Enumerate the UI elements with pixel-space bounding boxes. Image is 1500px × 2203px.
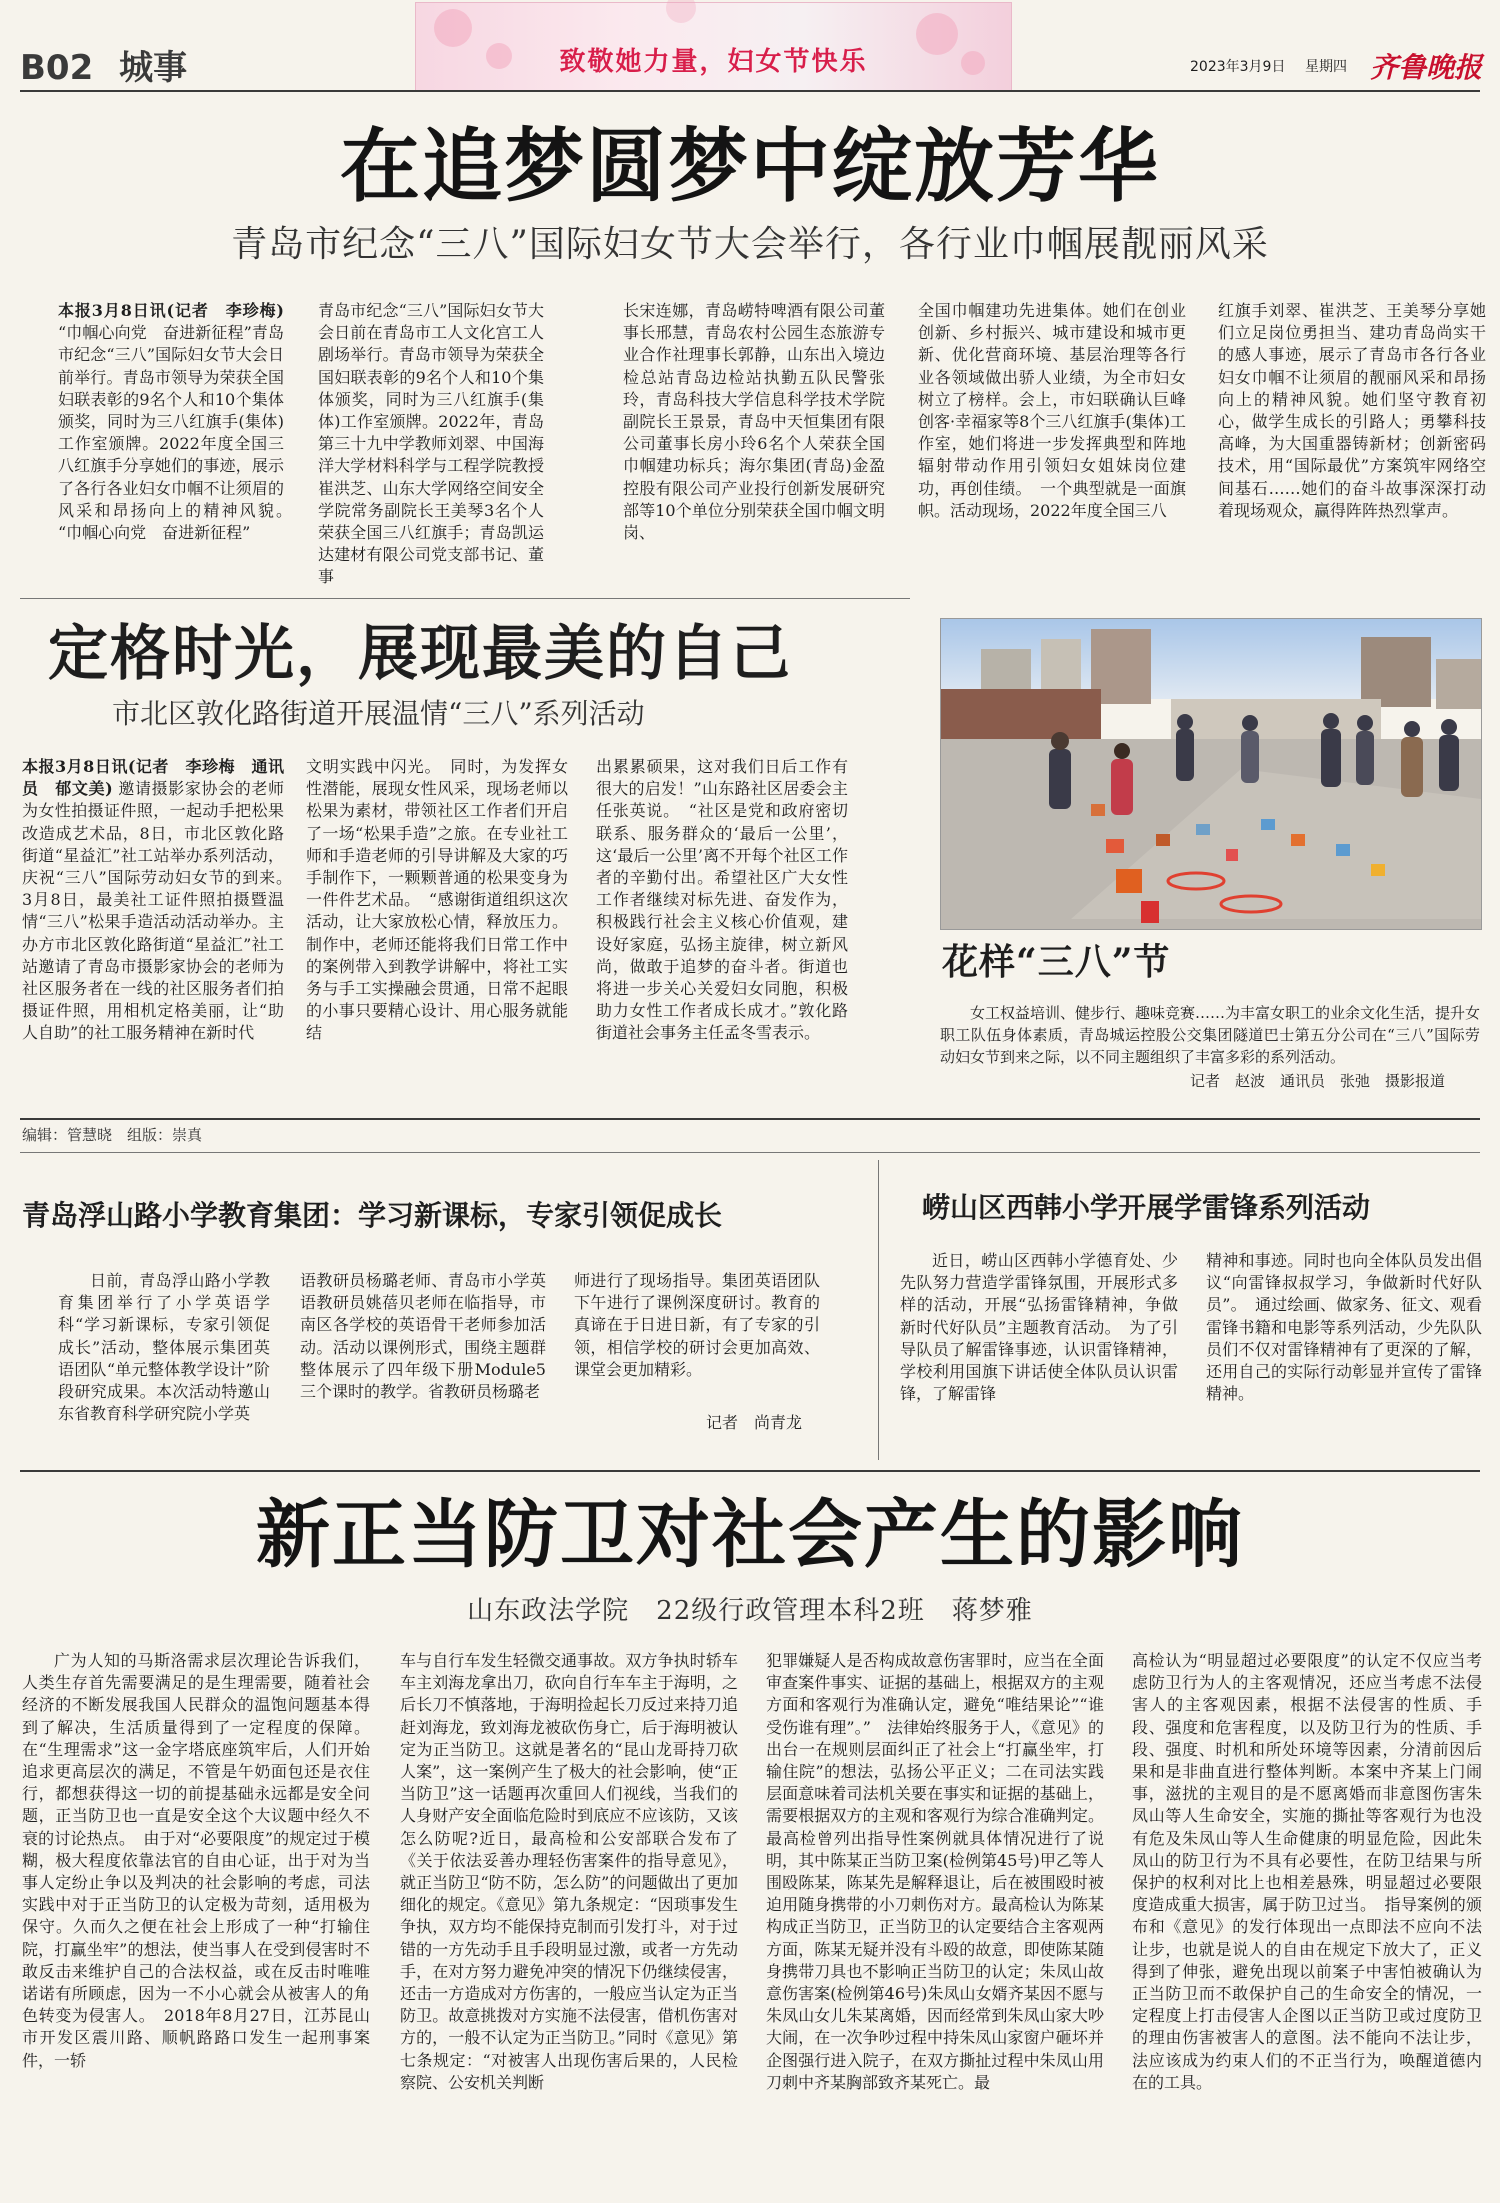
- article5-byline: 山东政法学院 22级行政管理本科2班 蒋梦雅: [467, 1596, 1033, 1626]
- divider: [20, 1470, 1480, 1472]
- article3-title: 青岛浮山路小学教育集团：学习新课标，专家引领促成长: [22, 1199, 723, 1232]
- page-number: B02: [20, 48, 94, 88]
- article1-title: 在追梦圆梦中绽放芳华: [340, 119, 1160, 213]
- newspaper-logo: 齐鲁晚报: [1370, 51, 1483, 84]
- article1-column-3: 长宋连娜，青岛崂特啤酒有限公司董事长邢慧，青岛农村公园生态旅游专业合作社理事长郭静，山东出入境边检总站青岛边检站执勤五队民警张玲，青岛科技大学信息科学技术学院副院长王景景，青岛中天恒集团有限公司董事长房小玲6名个人荣获全国巾帼建功标兵；海尔集团(青岛)金盈控股有限公司产业投行创新发展研究部等10个单位分别荣获全国巾帼文明岗、: [623, 301, 885, 543]
- article2-text-1: 邀请摄影家协会的老师为女性拍摄证件照，一起动手把松果改造成艺术品，8日，市北区敦化路街道“星益汇”社工站举办系列活动，庆祝“三八”国际劳动妇女节的到来。 3月8日，最美社工证件照拍摄暨温情“三八”松果手造活动活动举办。主办方市北区敦化路街道“星益汇”社工站邀请了青岛市摄影家协会的老师为社区服务者在一线的社区服务者们拍摄证件照，用相机定格美丽，让“助人自助”的社工服务精神在新时代: [22, 779, 301, 1043]
- page-section-label: [20, 40, 187, 89]
- article4-column-2: 精神和事迹。同时也向全体队员发出倡议“向雷锋叔叔学习，争做新时代好队员”。 通过绘画、做家务、征文、观看雷锋书籍和电影等系列活动，少先队队员们不仅对雷锋精神有了更深的了解，还用自己的实际行动彰显并宣传了雷锋精神。: [1206, 1251, 1482, 1404]
- article2-lead: 本报3月8日讯(记者 李珍梅 通讯员 郁文美): [22, 757, 284, 799]
- article1-subtitle: 青岛市纪念“三八”国际妇女节大会举行，各行业巾帼展靓丽风采: [231, 224, 1269, 265]
- photo-womens-day-games: [940, 618, 1482, 930]
- article2-title: 定格时光，展现最美的自己: [48, 619, 792, 689]
- article4-title: 崂山区西韩小学开展学雷锋系列活动: [922, 1191, 1371, 1224]
- article5-column-4: 高检认为“明显超过必要限度”的认定不仅应当考虑防卫行为人的主客观情况，还应当考虑不法侵害人的主客观因素，根据不法侵害的性质、手段、强度和危害程度，以及防卫行为的性质、手段、强度、时机和所处环境等因素，分清前因后果和是非曲直进行整体判断。本案中齐某上门闹事，滋扰的主观目的是不愿离婚而非意图伤害朱凤山等人生命安全，实施的撕扯等客观行为也没有危及朱凤山等人生命健康的明显危险，因此朱凤山的防卫行为不具有必要性，在防卫结果与所保护的权利对比上也相差悬殊，明显超过必要限度造成重大损害，属于防卫过当。 指导案例的颁布和《意见》的发行体现出一点即法不应向不法让步，也就是说人的自由在规定下放大了，正义得到了伸张，避免出现以前案子中害怕被确认为正当防卫而不敢保护自己的生命安全的情况，一定程度上打击侵害人企图以正当防卫或过度防卫的理由伤害被害人的意图。法不能向不法让步，法应该成为约束人们的不正当行为，唤醒道德内在的工具。: [1132, 1651, 1482, 2092]
- divider: [20, 1118, 1480, 1120]
- article3-credit: 记者 尚青龙: [706, 1413, 803, 1432]
- article1-text-1: “巾帼心向党 奋进新征程”青岛市纪念“三八”国际妇女节大会日前举行。青岛市领导为荣获全国妇联表彰的9名个人和10个集体颁奖，同时为三八红旗手(集体)工作室颁牌。2022年度全国三八红旗手分享她们的事迹，展示了各行各业妇女巾帼不让须眉的风采和昂扬向上的精神风貌。 “巾帼心向党 奋进新征程”: [58, 323, 301, 543]
- photo-story-caption: 女工权益培训、健步行、趣味竞赛……为丰富女职工的业余文化生活，提升女职工队伍身体素质，青岛城运控股公交集团隧道巴士第五分公司在“三八”国际劳动妇女节到来之际，以不同主题组织了丰富多彩的系列活动。: [940, 1004, 1481, 1066]
- article2-column-2: 文明实践中闪光。 同时，为发挥女性潜能，展现女性风采，现场老师以松果为素材，带领社区工作者们开启了一场“松果手造”之旅。在专业社工师和手造老师的引导讲解及大家的巧手制作下，一颗颗普通的松果变身为一件件艺术品。 “感谢街道组织这次活动，让大家放松心情，释放压力。制作中，老师还能将我们日常工作中的案例带入到教学讲解中，将社工实务与手工实操融会贯通，日常不起眼的小事只要精心设计、用心服务就能结: [306, 757, 568, 1043]
- article5-column-2: 车与自行车发生轻微交通事故。双方争执时轿车车主刘海龙拿出刀，砍向自行车车主于海明，之后长刀不慎落地，于海明捡起长刀反过来持刀追赶刘海龙，致刘海龙被砍伤身亡，后于海明被认定为正当防卫。这就是著名的“昆山龙哥持刀砍人案”，这一案例产生了极大的社会影响，使“正当防卫”这一话题再次重回人们视线，当我们的人身财产安全面临危险时到底应不应该防，又该怎么防呢?近日，最高检和公安部联合发布了《关于依法妥善办理轻伤害案件的指导意见》，就正当防卫“防不防，怎么防”的问题做出了更加细化的规定。《意见》第九条规定：“因琐事发生争执，双方均不能保持克制而引发打斗，对于过错的一方先动手且手段明显过激，或者一方先动手，在对方努力避免冲突的情况下仍继续侵害，还击一方造成对方伤害的，一般应当认定为正当防卫。故意挑拨对方实施不法侵害，借机伤害对方的，一般不认定为正当防卫。”同时《意见》第七条规定：“对被害人出现伤害后果的，人民检察院、公安机关判断: [400, 1651, 738, 2092]
- article5-column-1: 广为人知的马斯洛需求层次理论告诉我们，人类生存首先需要满足的是生理需要，随着社会经济的不断发展我国人民群众的温饱问题基本得到了解决，生活质量得到了一定程度的保障。在“生理需求”这一金字塔底座筑牢后，人们开始追求更高层次的满足，不管是午奶面包还是衣住行，都想获得这一切的前提基础永远都是安全问题，正当防卫也一直是安全这个大议题中经久不衰的讨论热点。 由于对“必要限度”的规定过于模糊，极大程度依靠法官的自由心证，出于对为当事人定纷止争以及判决的社会影响的考虑，司法实践中对于正当防卫的认定极为苛刻，适用极为保守。久而久之便在社会上形成了一种“打输住院，打赢坐牢”的想法，使当事人在受到侵害时不敢反击来维护自己的合法权益，或在反击时唯唯诺诺有所顾虑，因为一不小心就会从被害人的角色转变为侵害人。 2018年8月27日，江苏昆山市开发区震川路、顺帆路路口发生一起刑事案件，一轿: [22, 1651, 370, 2070]
- article2-column-1: [22, 756, 301, 1094]
- section-name: 城事: [119, 48, 188, 88]
- issue-date: 2023年3月9日: [1190, 59, 1286, 75]
- article3-column-2: 语教研员杨璐老师、青岛市小学英语教研员姚蓓贝老师在临指导，市南区各学校的英语骨干老师参加活动。活动以课例形式，围绕主题群整体展示了四年级下册Module5三个课时的教学。省教研员杨璐老: [300, 1271, 546, 1402]
- banner-text: 致敬她力量，妇女节快乐: [559, 47, 868, 77]
- photo-story-credit: 记者 赵波 通讯员 张弛 摄影报道: [1190, 1072, 1446, 1090]
- issue-weekday: 星期四: [1305, 59, 1347, 75]
- article4-column-1: 近日，崂山区西韩小学德育处、少先队努力营造学雷锋氛围，开展形式多样的活动，开展“弘扬雷锋精神，争做新时代好队员”主题教育活动。 为了引导队员了解雷锋事迹，认识雷锋精神，学校利用国旗下讲话使全体队员认识雷锋，了解雷锋: [900, 1251, 1178, 1404]
- article3-column-1: 日前，青岛浮山路小学教育集团举行了小学英语学科“学习新课标，专家引领促成长”活动，整体展示集团英语团队“单元整体教学设计”阶段研究成果。本次活动特邀山东省教育科学研究院小学英: [58, 1271, 270, 1424]
- photo-story-title: 花样“三八”节: [942, 941, 1171, 983]
- article1-column-1: [58, 300, 301, 564]
- article5-column-3: 犯罪嫌疑人是否构成故意伤害罪时，应当在全面审查案件事实、证据的基础上，根据双方的主观方面和客观行为准确认定，避免“唯结果论”“谁受伤谁有理”。” 法律始终服务于人，《意见》的出台一在规则层面纠正了社会上“打赢坐牢，打输住院”的想法，弘扬公平正义；二在司法实践层面意味着司法机关要在事实和证据的基础上，需要根据双方的主观和客观行为综合准确判定。最高检曾列出指导性案例就具体情况进行了说明，其中陈某正当防卫案(检例第45号)甲乙等人围殴陈某，陈某先是解释退让，后在被围殴时被迫用随身携带的小刀刺伤对方。最高检认为陈某构成正当防卫，正当防卫的认定要结合主客观两方面，陈某无疑并没有斗殴的故意，即使陈某随身携带刀具也不影响正当防卫的认定；朱凤山故意伤害案(检例第46号)朱凤山女婿齐某因不愿与朱凤山女儿朱某离婚，因而经常到朱凤山家大吵大闹，在一次争吵过程中持朱凤山家窗户砸坏并企图强行进入院子，在双方撕扯过程中朱凤山用刀刺中齐某胸部致齐某死亡。最: [766, 1651, 1104, 2092]
- article1-lead: 本报3月8日讯(记者 李珍梅): [58, 301, 284, 320]
- editor-line: 编辑：管慧晓 组版：崇真: [22, 1126, 203, 1144]
- divider: [878, 1160, 879, 1460]
- article2-column-3: 出累累硕果，这对我们日后工作有很大的启发！”山东路社区居委会主任张英说。 “社区是党和政府密切联系、服务群众的‘最后一公里’，这‘最后一公里’离不开每个社区工作者的辛勤付出。希望社区广大女性工作者继续对标先进、奋发作为，积极践行社会主义核心价值观，建设好家庭，弘扬主旋律，树立新风尚，做敢于追梦的奋斗者。街道也将进一步关心关爱妇女同胞，积极助力女性工作者成长成才。”敦化路街道社会事务主任孟冬雪表示。: [596, 757, 848, 1043]
- divider: [20, 598, 910, 599]
- article1-column-2: 青岛市纪念“三八”国际妇女节大会日前在青岛市工人文化宫工人剧场举行。青岛市领导为荣获全国妇联表彰的9名个人和10个集体颁奖，同时为三八红旗手(集体)工作室颁牌。2022年，青岛第三十九中学教师刘翠、中国海洋大学材料科学与工程学院教授崔洪芝、山东大学网络空间安全学院常务副院长王美琴3名个人荣获全国三八红旗手；青岛凯运达建材有限公司党支部书记、董事: [318, 301, 544, 587]
- article1-column-4: 全国巾帼建功先进集体。她们在创业创新、乡村振兴、城市建设和城市更新、优化营商环境、基层治理等各行业各领域做出骄人业绩，为全市妇女树立了榜样。会上，市妇联确认巨峰创客·幸福家等8个三八红旗手(集体)工作室，她们将进一步发挥典型和阵地辐射带动作用引领妇女姐妹岗位建功，再创佳绩。 一个典型就是一面旗帜。活动现场，2022年度全国三八: [918, 301, 1186, 520]
- header-rule: [20, 90, 1480, 92]
- article1-column-5: 红旗手刘翠、崔洪芝、王美琴分享她们立足岗位勇担当、建功青岛尚实干的感人事迹，展示了青岛市各行各业妇女巾帼不让须眉的靓丽风采和昂扬向上的精神风貌。她们坚守教育初心，做学生成长的引路人；勇攀科技高峰，为大国重器铸新材；创新密码技术，用“国际最优”方案筑牢网络空间基石……她们的奋斗故事深深打动着现场观众，赢得阵阵热烈掌声。: [1218, 301, 1486, 520]
- divider: [20, 1152, 1480, 1153]
- article2-subtitle: 市北区敦化路街道开展温情“三八”系列活动: [112, 697, 645, 730]
- article5-title: 新正当防卫对社会产生的影响: [256, 1492, 1244, 1578]
- womens-day-banner: [415, 2, 1012, 92]
- article3-column-3: 师进行了现场指导。集团英语团队下午进行了课例深度研讨。教育的真谛在于日进日新，有了专家的引领，相信学校的研讨会更加高效、课堂会更加精彩。: [574, 1271, 820, 1379]
